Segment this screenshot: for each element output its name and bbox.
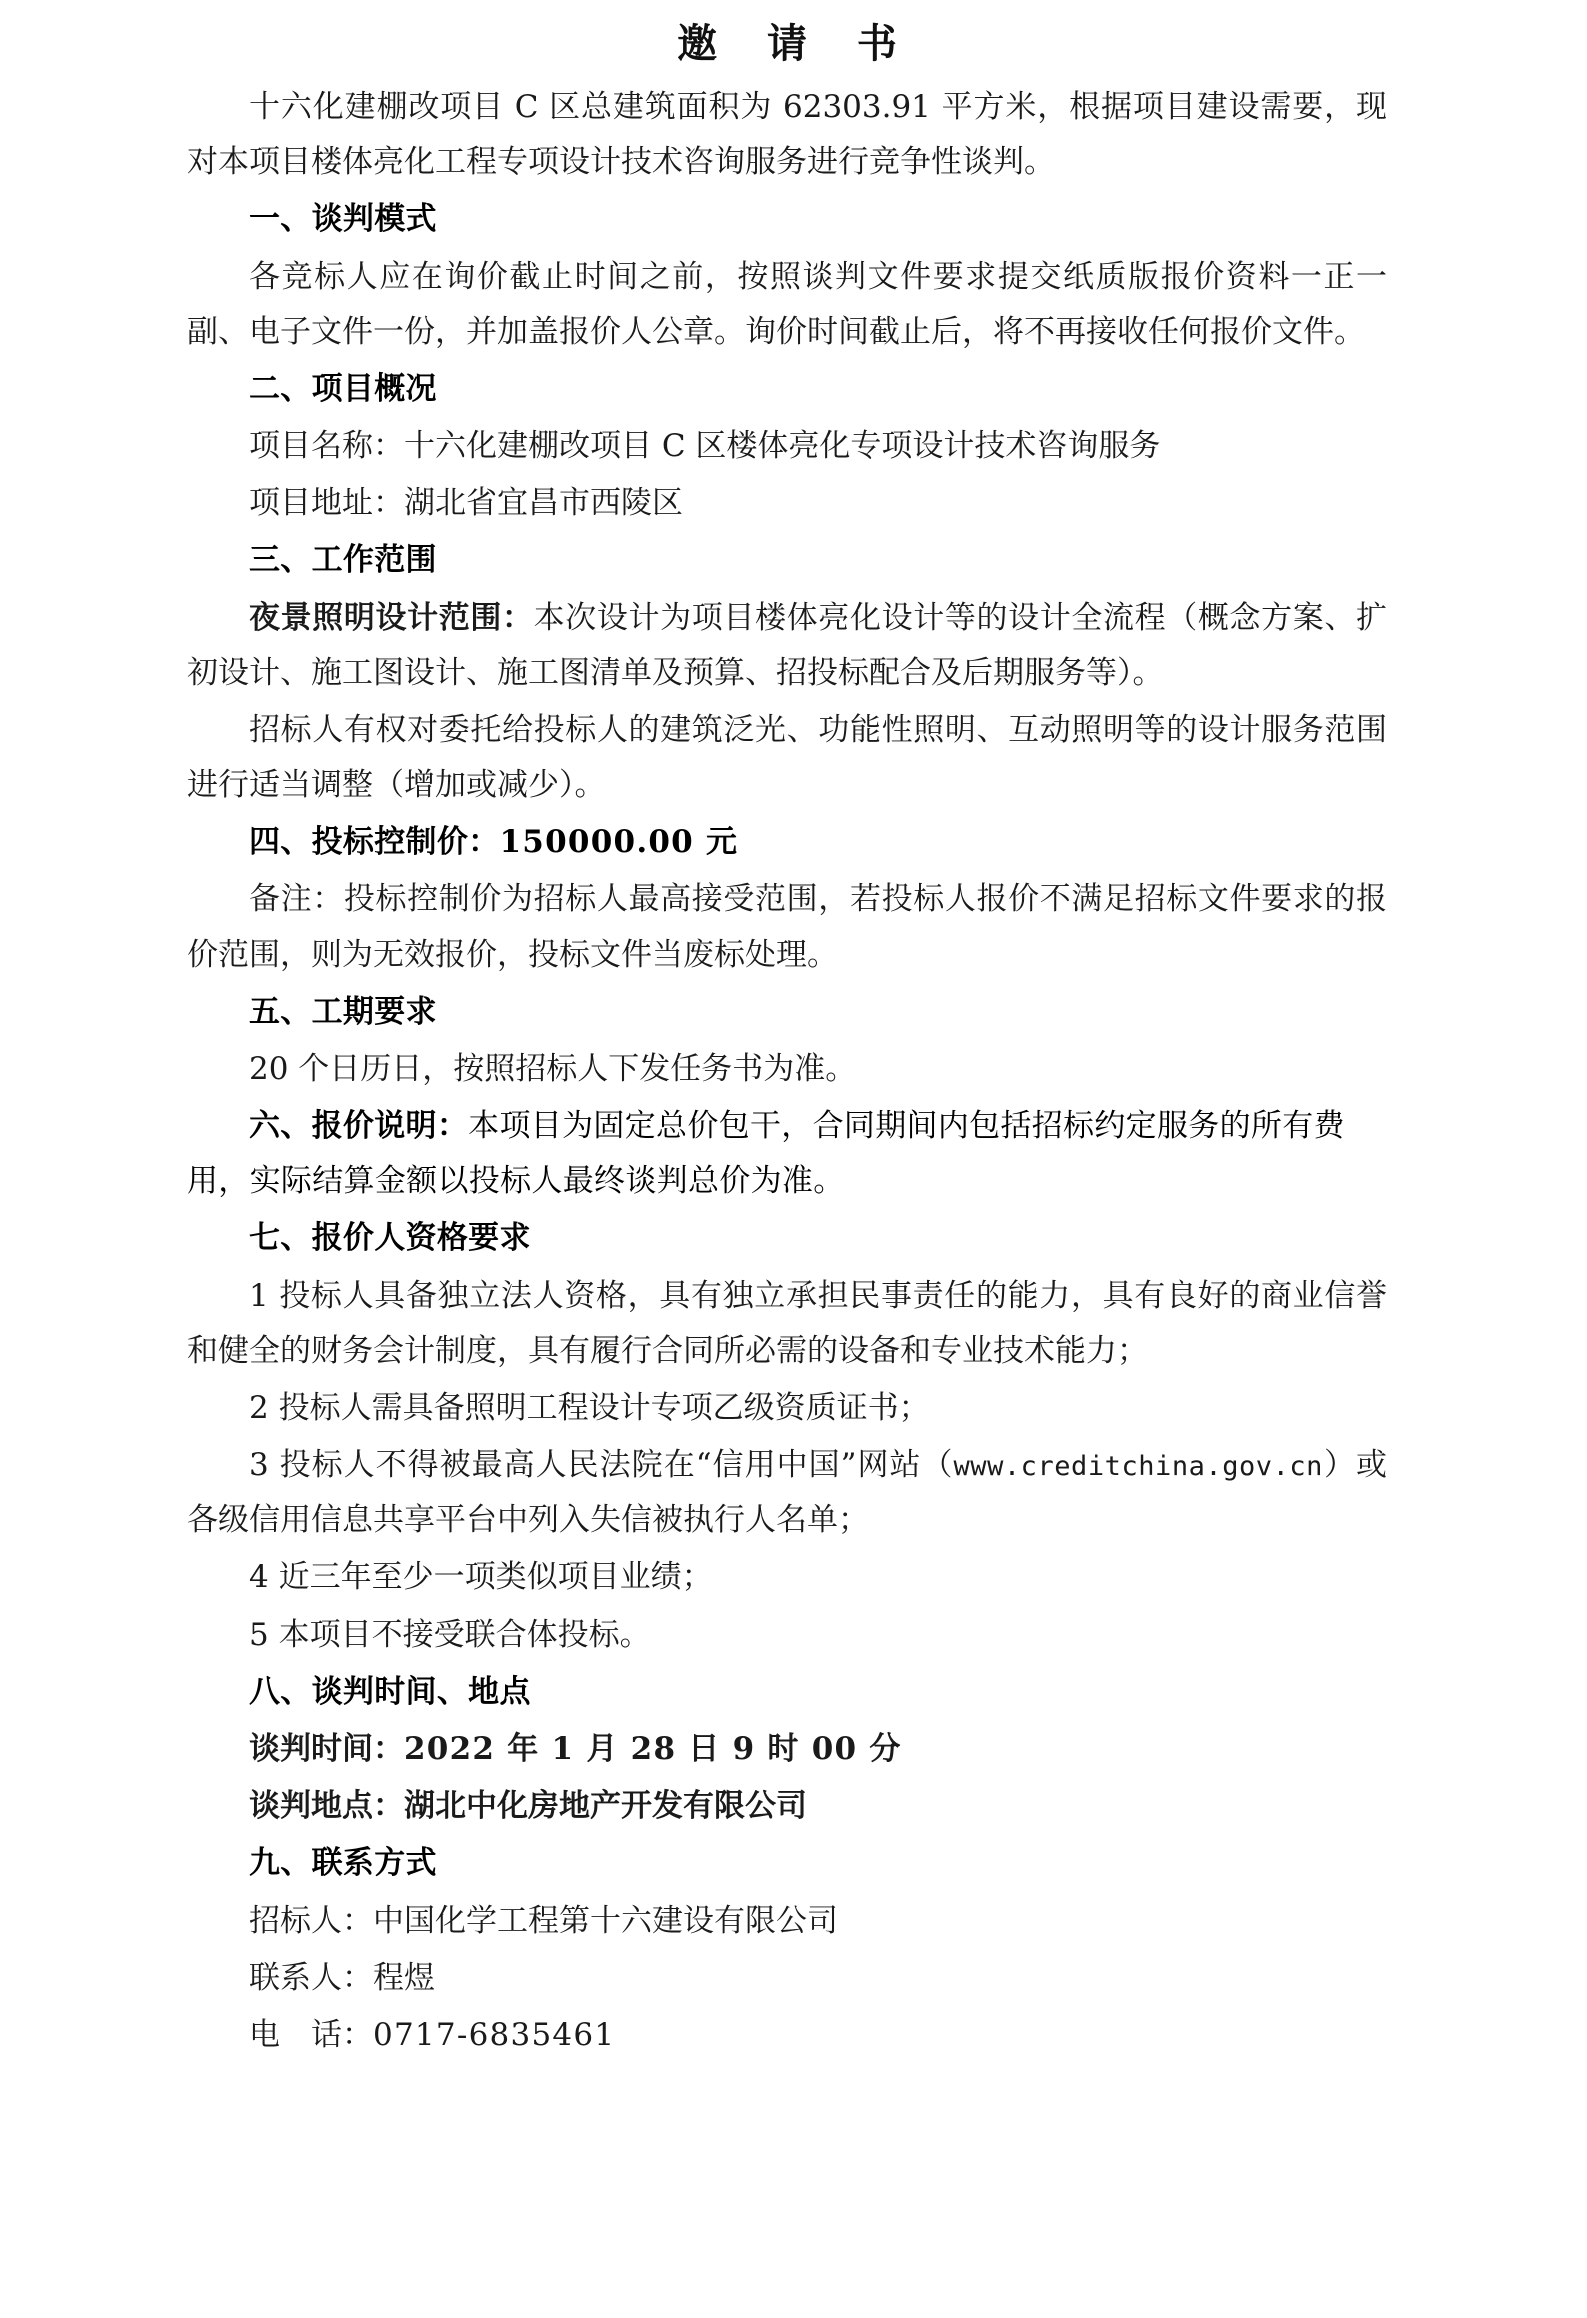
page-title: 邀 请 书 bbox=[677, 20, 915, 67]
qualification-item-3-suffix: ）或各级信用信息共享平台中列入失信被执行人名单； bbox=[187, 1447, 1388, 1539]
qualification-item-3 bbox=[187, 1438, 1387, 1548]
project-address-line bbox=[187, 476, 1387, 531]
section-heading-3: 三、工作范围 bbox=[249, 542, 437, 579]
negotiation-place-value: 湖北中化房地产开发有限公司 bbox=[404, 1788, 807, 1825]
credit-china-url: www.creditchina.gov.cn bbox=[953, 1451, 1323, 1483]
project-address-value: 湖北省宜昌市西陵区 bbox=[404, 485, 683, 522]
tenderer-line bbox=[187, 1894, 1387, 1949]
control-price-value: 150000.00 元 bbox=[499, 824, 739, 861]
qualification-item-5: 5 本项目不接受联合体投标。 bbox=[249, 1616, 651, 1653]
scope-note-paragraph: 招标人有权对委托给投标人的建筑泛光、功能性照明、互动照明等的设计服务范围进行适当调整（增加或减少）。 bbox=[187, 711, 1387, 804]
project-address-label: 项目地址： bbox=[249, 485, 404, 522]
negotiation-time-value: 2022 年 1 月 28 日 9 时 00 分 bbox=[404, 1730, 902, 1767]
section-heading-4 bbox=[187, 815, 1387, 870]
intro-paragraph: 十六化建棚改项目 C 区总建筑面积为 62303.91 平方米，根据项目建设需要，现对本项目楼体亮化工程专项设计技术咨询服务进行竞争性谈判。 bbox=[187, 89, 1387, 181]
control-price-label: 四、投标控制价： bbox=[249, 824, 500, 861]
qualification-item-3-prefix: 3 投标人不得被最高人民法院在“信用中国”网站（ bbox=[249, 1447, 954, 1484]
section-heading-2: 二、项目概况 bbox=[249, 370, 437, 407]
scope-lead-label: 夜景照明设计范围： bbox=[249, 599, 534, 636]
phone-value: 0717-6835461 bbox=[373, 2016, 616, 2053]
section-heading-8: 八、谈判时间、地点 bbox=[249, 1673, 531, 1710]
section-heading-7: 七、报价人资格要求 bbox=[249, 1220, 531, 1257]
section-heading-6 bbox=[187, 1099, 1387, 1209]
phone-line bbox=[187, 2008, 1387, 2063]
control-price-remark: 备注：投标控制价为招标人最高接受范围，若投标人报价不满足招标文件要求的报价范围，则为无效报价，投标文件当废标处理。 bbox=[187, 881, 1387, 973]
negotiation-place-line bbox=[187, 1779, 1387, 1834]
phone-label: 电 话： bbox=[249, 2016, 373, 2053]
contact-person-label: 联系人： bbox=[249, 1959, 373, 1996]
scope-body-text: 本次设计为项目楼体亮化设计等的设计全流程（概念方案、扩初设计、施工图设计、施工图清单及预算、招投标配合及后期服务等）。 bbox=[187, 599, 1387, 691]
project-name-line bbox=[187, 419, 1387, 474]
section-heading-5: 五、工期要求 bbox=[249, 993, 437, 1030]
section-1-body: 各竞标人应在询价截止时间之前，按照谈判文件要求提交纸质版报价资料一正一副、电子文件一份，并加盖报价人公章。询价时间截止后，将不再接收任何报价文件。 bbox=[187, 258, 1387, 350]
document-content bbox=[187, 0, 1387, 2065]
negotiation-time-line bbox=[187, 1722, 1387, 1777]
contact-person-value: 程煜 bbox=[373, 1959, 435, 1996]
tenderer-value: 中国化学工程第十六建设有限公司 bbox=[373, 1902, 838, 1939]
section-heading-9: 九、联系方式 bbox=[249, 1845, 437, 1882]
contact-person-line bbox=[187, 1951, 1387, 2006]
qualification-item-2: 2 投标人需具备照明工程设计专项乙级资质证书； bbox=[249, 1389, 930, 1426]
section-heading-1: 一、谈判模式 bbox=[249, 201, 437, 238]
negotiation-time-label: 谈判时间： bbox=[249, 1730, 404, 1767]
qualification-item-4: 4 近三年至少一项类似项目业绩； bbox=[249, 1559, 713, 1596]
quotation-note-body: 本项目为固定总价包干，合同期间内包括招标约定服务的所有费用，实际结算金额以投标人最终谈判总价为准。 bbox=[187, 1108, 1345, 1200]
project-name-value: 十六化建棚改项目 C 区楼体亮化专项设计技术咨询服务 bbox=[404, 428, 1161, 465]
qualification-item-1: 1 投标人具备独立法人资格，具有独立承担民事责任的能力，具有良好的商业信誉和健全的财务会计制度，具有履行合同所必需的设备和专业技术能力； bbox=[187, 1277, 1387, 1369]
quotation-note-label: 六、报价说明： bbox=[249, 1108, 469, 1145]
negotiation-place-label: 谈判地点： bbox=[249, 1788, 404, 1825]
scope-paragraph bbox=[187, 591, 1387, 701]
project-name-label: 项目名称： bbox=[249, 428, 404, 465]
section-5-body: 20 个日历日，按照招标人下发任务书为准。 bbox=[249, 1050, 857, 1087]
tenderer-label: 招标人： bbox=[249, 1902, 373, 1939]
